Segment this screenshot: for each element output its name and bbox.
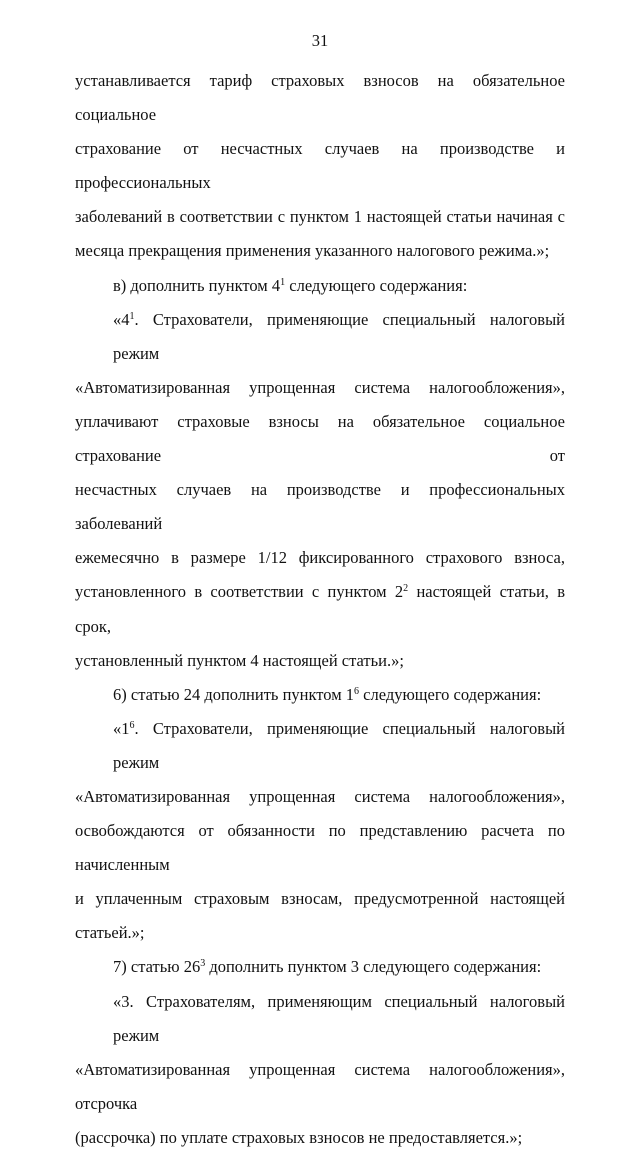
text-line: «Автоматизированная упрощенная система налогообложения», отсрочка bbox=[75, 1059, 565, 1113]
text-fragment: следующего содержания: bbox=[285, 275, 468, 295]
text-line: уплачивают страховые взносы на обязательное социальное страхование от bbox=[75, 411, 565, 466]
text-fragment: следующего содержания: bbox=[359, 684, 542, 704]
text-fragment: установленного в соответствии с пунктом 2 bbox=[75, 582, 404, 602]
text-fragment: «1 bbox=[113, 718, 130, 738]
text-line bbox=[75, 712, 565, 780]
superscript: 2 bbox=[403, 583, 409, 595]
text-line bbox=[75, 575, 565, 643]
paragraph-item-v bbox=[75, 269, 565, 303]
document-body bbox=[75, 64, 565, 1155]
text-fragment: настоящей статьи, в срок, bbox=[75, 582, 566, 636]
paragraph-item-7 bbox=[75, 950, 565, 984]
text-line: страхование от несчастных случаев на производстве и профессиональных bbox=[75, 139, 565, 193]
paragraph-point-3 bbox=[75, 985, 565, 1155]
text-line: освобождаются от обязанности по представлению расчета по начисленным bbox=[75, 821, 565, 875]
text-fragment: . Страхователи, применяющие специальный налоговый режим bbox=[113, 309, 565, 363]
text-line: ежемесячно в размере 1/12 фиксированного страхового взноса, bbox=[75, 548, 565, 568]
paragraph-item-6 bbox=[75, 678, 565, 712]
superscript: 1 bbox=[280, 276, 286, 288]
paragraph-point-4-1 bbox=[75, 303, 565, 678]
text-line: установленный пунктом 4 настоящей статьи.»; bbox=[75, 650, 404, 670]
text-fragment: . Страхователи, применяющие специальный налоговый режим bbox=[113, 718, 565, 772]
superscript: 1 bbox=[129, 310, 135, 322]
page-number: 31 bbox=[311, 31, 329, 50]
text-line: несчастных случаев на производстве и профессиональных заболеваний bbox=[75, 480, 565, 534]
text-line: месяца прекращения применения указанного налогового режима.»; bbox=[75, 241, 550, 261]
text-line bbox=[75, 303, 565, 371]
text-line: «Автоматизированная упрощенная система налогообложения», bbox=[75, 377, 565, 397]
superscript: 3 bbox=[200, 958, 206, 970]
paragraph-point-1-6 bbox=[75, 712, 565, 951]
text-fragment: «4 bbox=[113, 309, 130, 329]
text-line: (рассрочка) по уплате страховых взносов не предоставляется.»; bbox=[75, 1127, 523, 1147]
superscript: 6 bbox=[354, 685, 360, 697]
text-line: «Автоматизированная упрощенная система налогообложения», bbox=[75, 786, 565, 806]
paragraph-continuation bbox=[75, 64, 565, 269]
text-line: и уплаченным страховым взносам, предусмотренной настоящей статьей.»; bbox=[75, 889, 565, 943]
superscript: 6 bbox=[129, 719, 135, 731]
text-fragment: дополнить пунктом 3 следующего содержания: bbox=[205, 957, 542, 977]
text-line: «3. Страхователям, применяющим специальный налоговый режим bbox=[113, 991, 565, 1045]
text-fragment: 7) статью 26 bbox=[113, 957, 201, 977]
text-fragment: 6) статью 24 дополнить пунктом 1 bbox=[113, 684, 355, 704]
text-line: заболеваний в соответствии с пунктом 1 настоящей статьи начиная с bbox=[75, 207, 565, 227]
text-fragment: в) дополнить пунктом 4 bbox=[113, 275, 281, 295]
text-line: устанавливается тариф страховых взносов на обязательное социальное bbox=[75, 71, 565, 125]
